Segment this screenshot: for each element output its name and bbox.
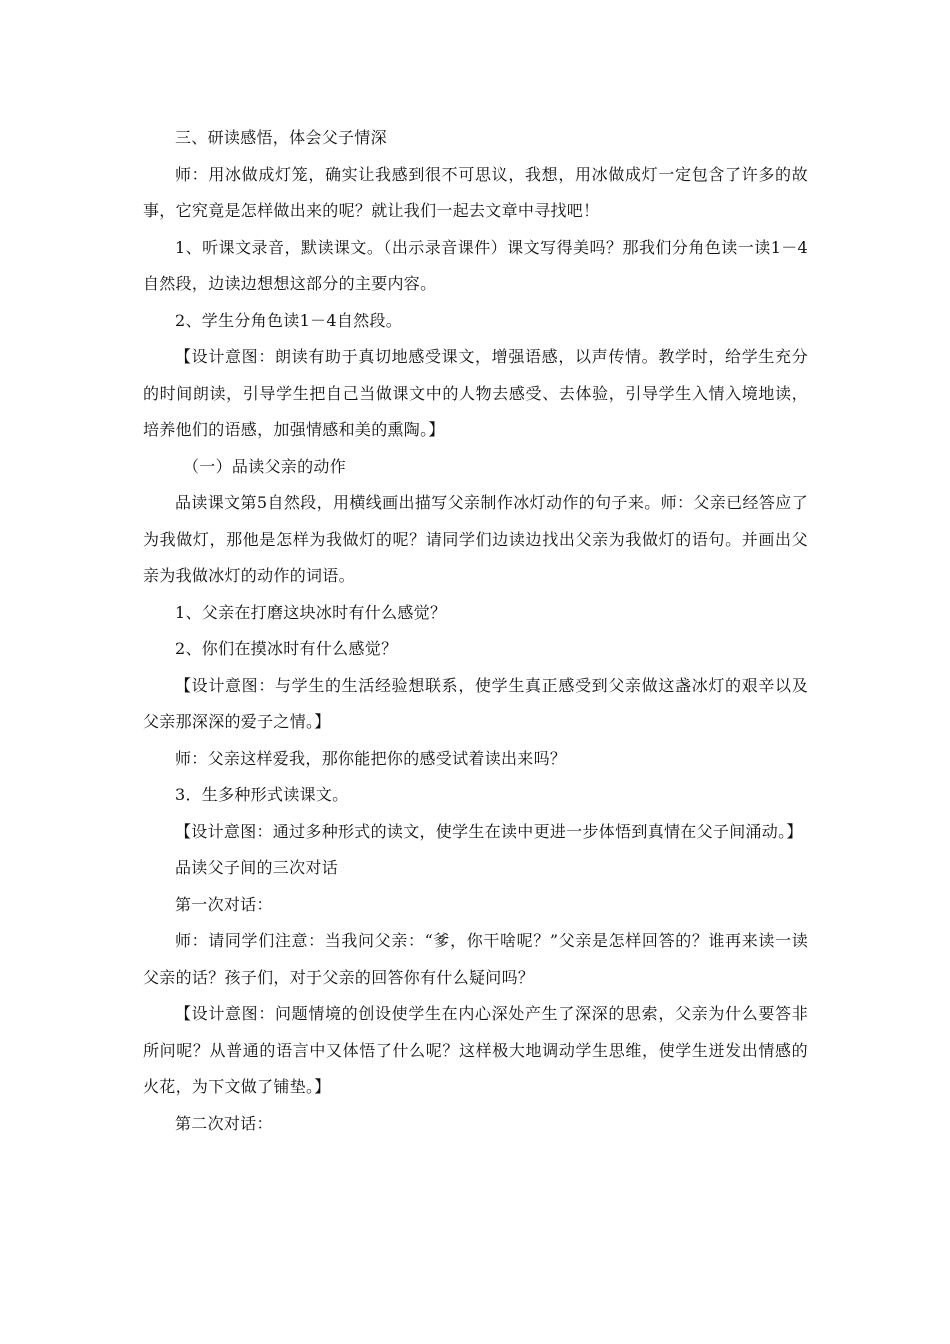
paragraph: 3．生多种形式读课文。 — [175, 785, 349, 804]
paragraph: 1、听课文录音，默读课文。（出示录音课件）课文写得美吗？那我们分角色读一读1－4自然段，边读边想想这部分的主要内容。 — [143, 237, 808, 293]
design-intent-note: 【设计意图：问题情境的创设使学生在内心深处产生了深深的思索，父亲为什么要答非所问呢？从普通的语言中又体悟了什么呢？这样极大地调动学生思维，使学生迸发出情感的火花，为下文做了铺垫。】 — [143, 1004, 808, 1096]
subsection-heading: 品读父子间的三次对话 — [175, 858, 339, 877]
subsection-heading: （一）品读父亲的动作 — [183, 456, 347, 476]
paragraph: 师：请同学们注意：当我问父亲：“爹，你干啥呢？”父亲是怎样回答的？谁再来读一读父亲的话？孩子们，对于父亲的回答你有什么疑问吗？ — [143, 931, 808, 987]
paragraph: 师：父亲这样爱我，那你能把你的感受试着读出来吗？ — [175, 748, 567, 768]
design-intent-note: 【设计意图：与学生的生活经验想联系，使学生真正感受到父亲做这盏冰灯的艰辛以及父亲那深深的爱子之情。】 — [143, 675, 808, 731]
paragraph: 第一次对话： — [175, 894, 273, 914]
paragraph: 品读课文第5自然段，用横线画出描写父亲制作冰灯动作的句子来。师：父亲已经答应了为我做灯，那他是怎样为我做灯的呢？请同学们边读边找出父亲为我做灯的语句。并画出父亲为我做冰灯的动作的词语。 — [143, 493, 808, 585]
design-intent-note: 【设计意图：通过多种形式的读文，使学生在读中更进一步体悟到真情在父子间涌动。】 — [175, 821, 803, 841]
design-intent-note: 【设计意图：朗读有助于真切地感受课文，增强语感，以声传情。教学时，给学生充分的时间朗读，引导学生把自己当做课文中的人物去感受、去体验，引导学生入情入境地读，培养他们的语感，加强情感和美的熏陶。】 — [143, 347, 808, 439]
paragraph: 2、学生分角色读1－4自然段。 — [175, 310, 403, 330]
document-body — [143, 120, 808, 1142]
section-heading: 三、研读感悟，体会父子情深 — [175, 128, 387, 147]
paragraph: 2、你们在摸冰时有什么感觉？ — [175, 639, 398, 658]
paragraph: 第二次对话： — [175, 1113, 273, 1133]
paragraph: 1、父亲在打磨这块冰时有什么感觉？ — [175, 602, 447, 622]
paragraph: 师：用冰做成灯笼，确实让我感到很不可思议，我想，用冰做成灯一定包含了许多的故事，它究竟是怎样做出来的呢？就让我们一起去文章中寻找吧！ — [143, 164, 808, 220]
